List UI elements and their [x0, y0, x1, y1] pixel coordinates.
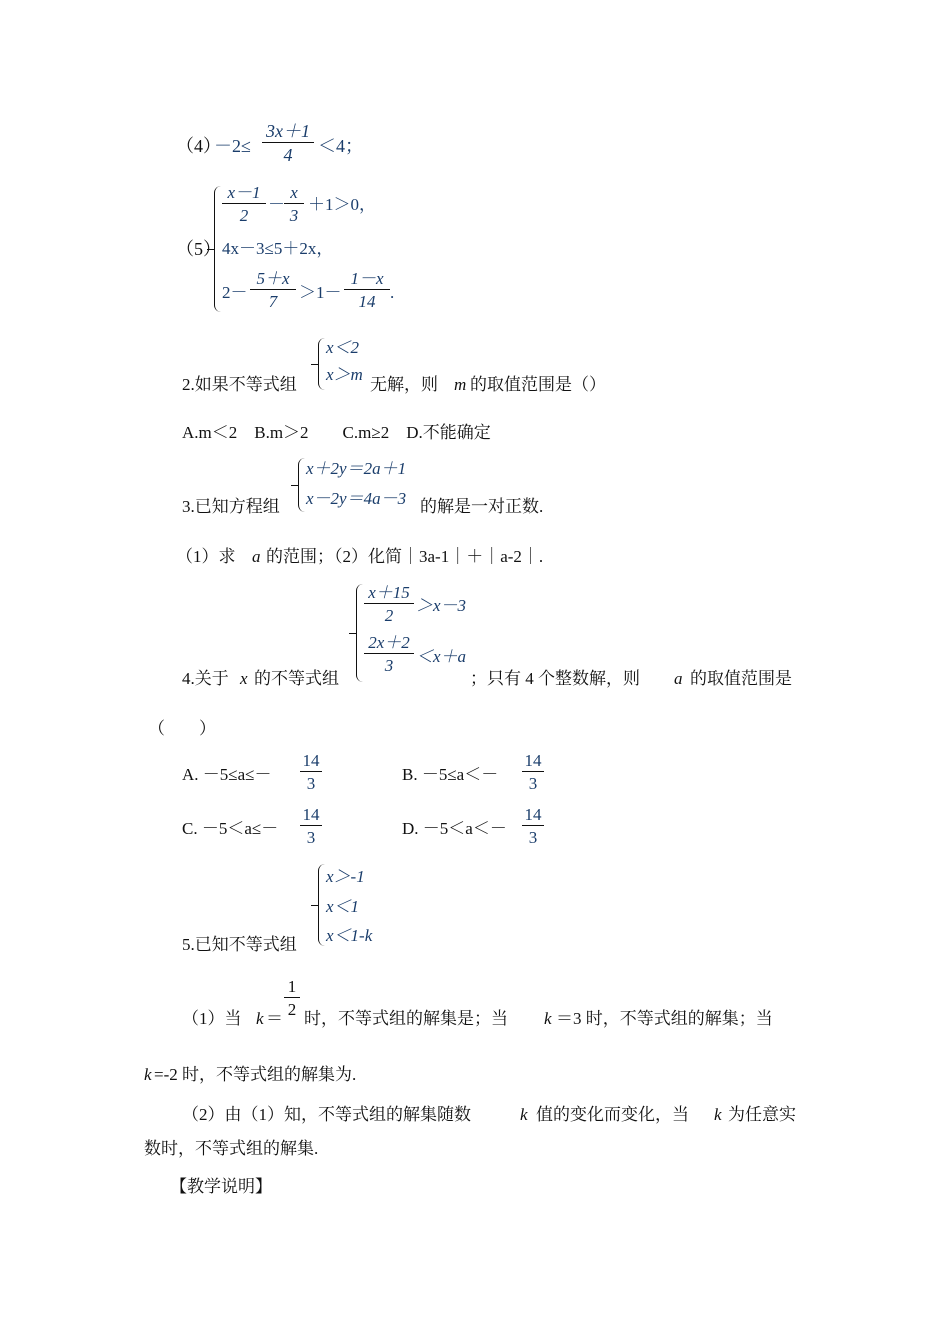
q4-option-a-frac: $\frac{14}{3}$ [300, 752, 322, 792]
q5-p2-line2: 数时，不等式组的解集. [144, 1139, 319, 1158]
q4-option-b-frac: $\frac{14}{3}$ [522, 752, 544, 792]
q4-var-a: a [674, 669, 683, 688]
p1-5-label: （5） [176, 239, 221, 259]
q5-half-frac: $\frac{1}{2}$ [284, 978, 300, 1018]
q3-prefix: 3.已知方程组 [182, 497, 280, 516]
q4-paren: （ ） [148, 719, 216, 738]
q4-suffix-b: 的取值范围是 [690, 669, 792, 688]
p1-5-l1-mid: － [268, 195, 285, 214]
q5-p1-k: k [256, 1009, 264, 1028]
q2-options: A.m＜2 B.m＞2 C.m≥2 D.不能确定 [182, 423, 491, 442]
p1-4-rhs: ＜4； [318, 136, 363, 156]
q4-prefix-b: 的不等式组 [254, 669, 339, 688]
q5-p2-k: k [520, 1105, 528, 1124]
q5-sys1: x＞-1 [326, 867, 365, 886]
q5-sys2: x＜1 [326, 897, 360, 916]
q2-prefix: 2.如果不等式组 [182, 375, 297, 394]
p1-5-l3-frac2: $\frac{1-x}{14}$ [344, 270, 390, 310]
q4-option-b: B. －5≤a＜－ [402, 765, 499, 784]
q4-option-d: D. －5＜a＜－ [402, 819, 507, 838]
q5-sys3: x＜1-k [326, 926, 373, 945]
q5-p2-k2: k [714, 1105, 722, 1124]
q3-suffix: 的解是一对正数. [420, 497, 544, 516]
q3-sys2: x－2y＝4a－3 [306, 489, 407, 508]
p1-5-brace [214, 186, 221, 312]
q4-var-x: x [240, 669, 248, 688]
q2-sys1: x＜2 [326, 338, 360, 357]
q3-sys1: x＋2y＝2a＋1 [306, 459, 407, 478]
footer-heading: 【教学说明】 [170, 1177, 272, 1196]
q5-p2-b: 值的变化而变化，当 [536, 1105, 689, 1124]
q4-option-a: A. －5≤a≤－ [182, 765, 272, 784]
q5-line2-k: k [144, 1065, 152, 1084]
q4-r1-tail: ＞x－3 [416, 596, 467, 615]
q5-prefix: 5.已知不等式组 [182, 935, 297, 954]
q5-brace [318, 864, 325, 946]
q5-p2-a: （2）由（1）知，不等式组的解集随数 [182, 1105, 471, 1124]
p1-4-label: （4） [176, 136, 221, 156]
p1-4-fraction: $\frac{3x+1}{4}$ [262, 122, 314, 164]
q5-line2: =-2 时，不等式组的解集为. [154, 1065, 357, 1084]
q4-suffix-a: ；只有 4 个整数解，则 [470, 669, 640, 688]
q5-p2-c: 为任意实 [728, 1105, 796, 1124]
q3-sub-var: a [252, 547, 261, 566]
q2-suffix-b: 的取值范围是（） [470, 375, 606, 394]
q5-p1-a: （1）当 [182, 1009, 242, 1028]
q2-brace [318, 338, 325, 390]
q5-p1-c: k [544, 1009, 552, 1028]
p1-5-l2: 4x－3≤5＋2x， [222, 239, 334, 258]
q5-p1-d: ＝3 时，不等式组的解集；当 [556, 1009, 773, 1028]
q4-option-c: C. －5＜a≤－ [182, 819, 279, 838]
p1-5-l3-tail: . [390, 283, 395, 302]
p1-5-l3-frac1: $\frac{5+x}{7}$ [250, 270, 296, 310]
q3-sub-b: 的范围；（2）化简｜3a-1｜＋｜a-2｜. [266, 547, 544, 566]
q4-brace [356, 584, 363, 682]
q2-var: m [454, 375, 467, 394]
q5-p1-eq: ＝ [266, 1009, 283, 1028]
p1-5-l1-tail: ＋1＞0， [308, 195, 376, 214]
q3-brace [298, 458, 305, 512]
q4-option-c-frac: $\frac{14}{3}$ [300, 806, 322, 846]
p1-4-lhs: －2≤ [214, 136, 251, 156]
q4-prefix-a: 4.关于 [182, 669, 229, 688]
p1-5-l3-head: 2－ [222, 283, 248, 302]
p1-5-l3-mid: ＞1－ [299, 283, 342, 302]
p1-5-l1-frac1: $\frac{x-1}{2}$ [222, 184, 266, 224]
q4-r2-tail: ＜x＋a [416, 647, 467, 666]
q3-sub-a: （1）求 [176, 547, 236, 566]
q4-option-d-frac: $\frac{14}{3}$ [522, 806, 544, 846]
q4-r2-frac: $\frac{2x+2}{3}$ [364, 634, 414, 674]
q5-p1-b: 时，不等式组的解集是；当 [304, 1009, 508, 1028]
q4-r1-frac: $\frac{x+15}{2}$ [364, 584, 414, 624]
p1-5-l1-frac2: $\frac{x}{3}$ [284, 184, 304, 224]
q2-sys2: x＞m [326, 365, 363, 384]
q2-suffix-a: 无解，则 [370, 375, 438, 394]
